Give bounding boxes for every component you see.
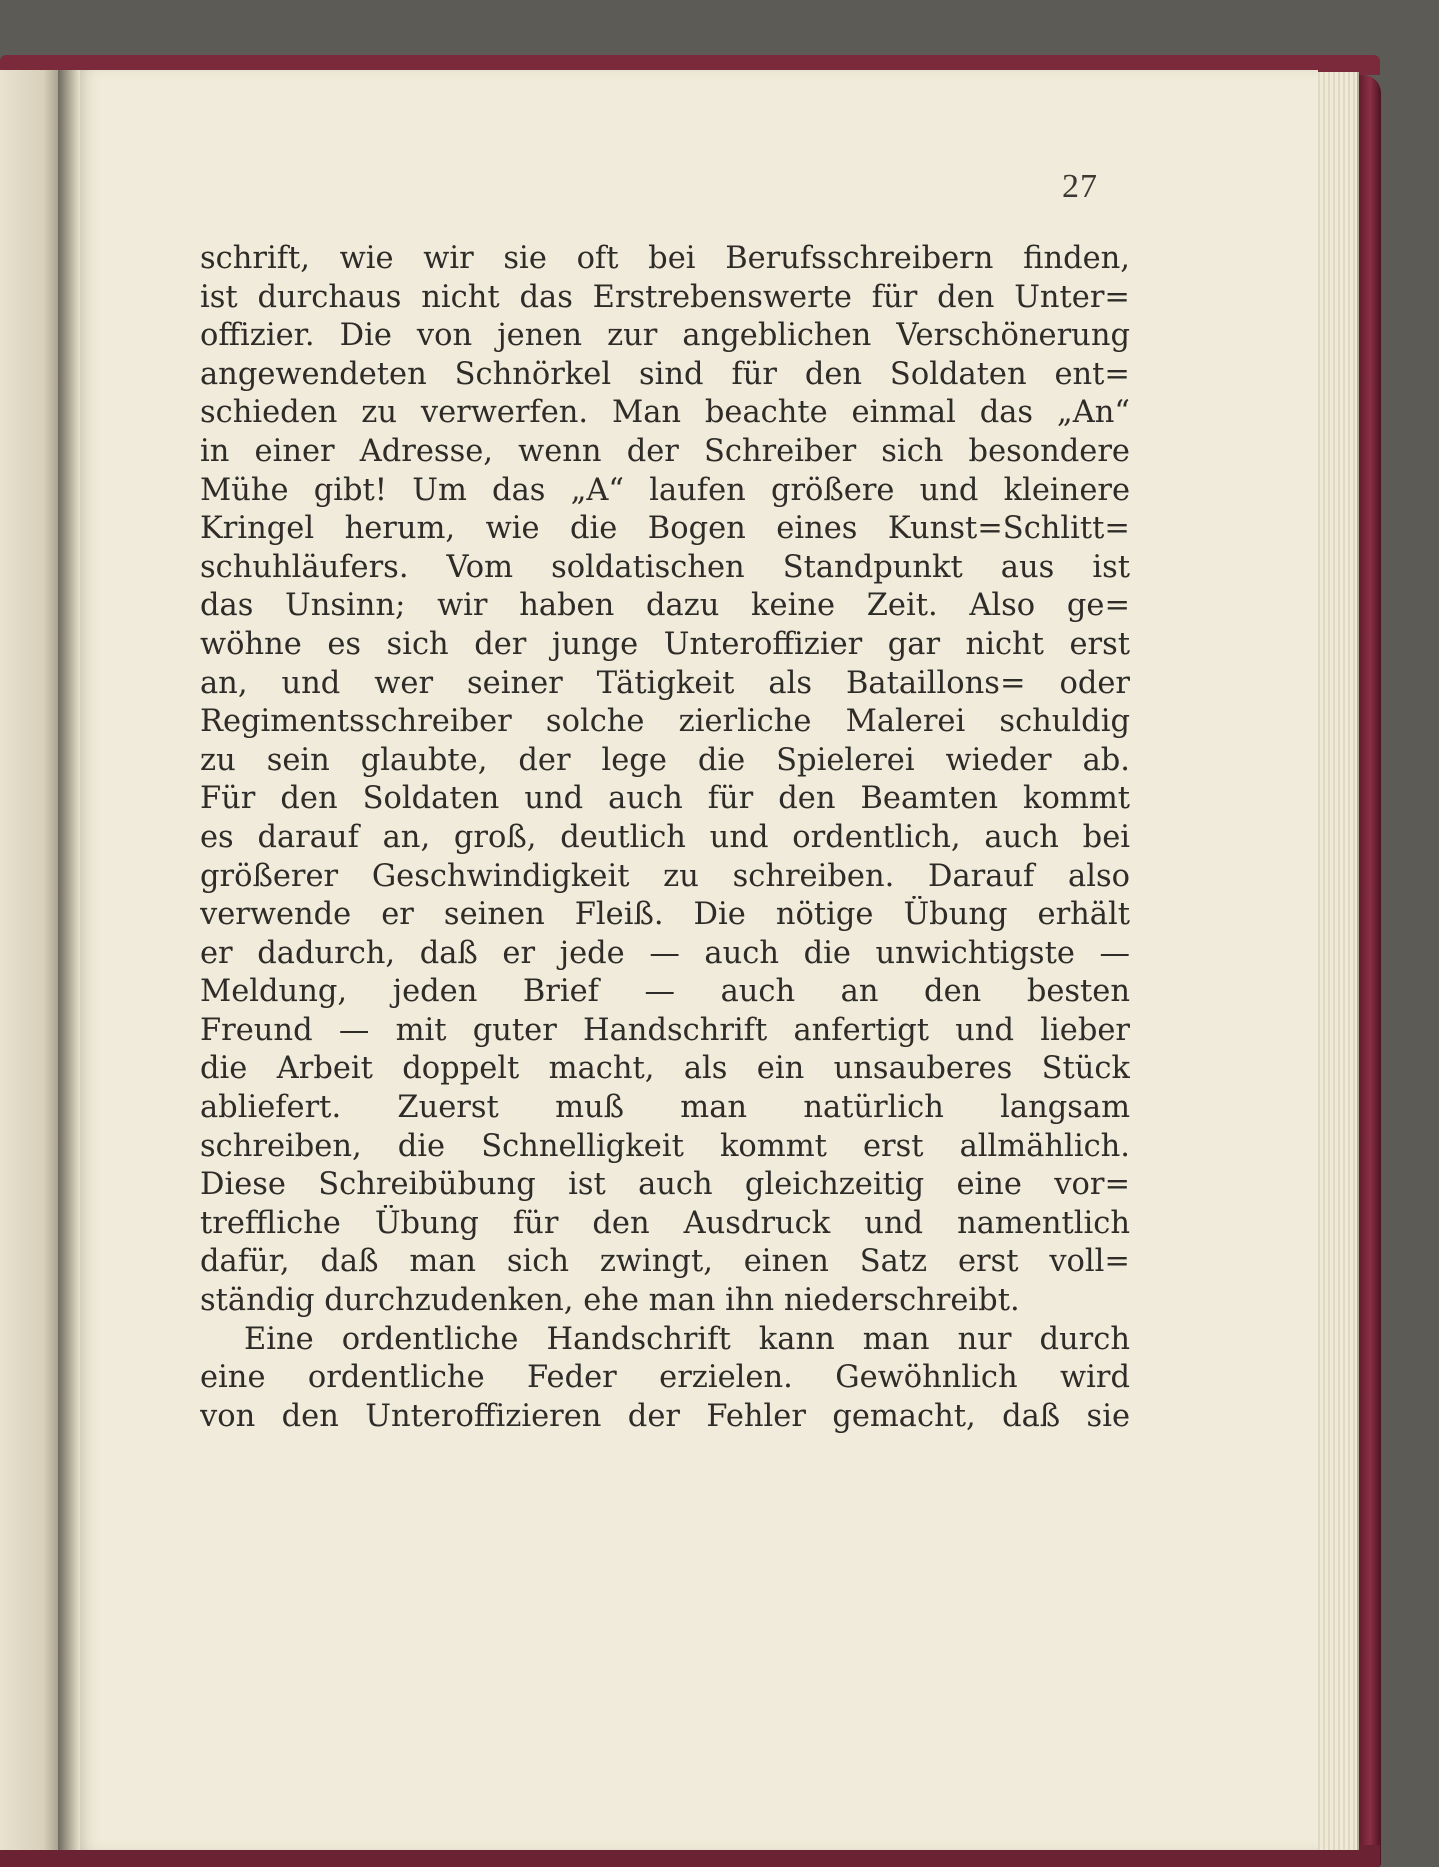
text-line: ist durchaus nicht das Erstrebenswerte für den Unter= xyxy=(200,279,1130,315)
text-line: von den Unteroffizieren der Fehler gemacht, daß sie xyxy=(200,1398,1130,1434)
paragraph-start-line: Eine ordentliche Handschrift kann man nur durch xyxy=(244,1321,1130,1357)
text-line: schieden zu verwerfen. Man beachte einmal das „An“ xyxy=(200,395,1130,431)
text-line: wöhne es sich der junge Unteroffizier gar nicht erst xyxy=(200,626,1130,662)
text-line: es darauf an, groß, deutlich und ordentlich, auch bei xyxy=(200,819,1130,855)
text-line: schuhläufers. Vom soldatischen Standpunkt aus ist xyxy=(200,549,1130,585)
text-line: Freund — mit guter Handschrift anfertigt und lieber xyxy=(200,1012,1130,1048)
text-line: verwende er seinen Fleiß. Die nötige Übung erhält xyxy=(200,897,1130,933)
text-line: ständig durchzudenken, ehe man ihn niederschreibt. xyxy=(200,1283,1020,1319)
book-gutter xyxy=(58,70,80,1850)
text-line: schrift, wie wir sie oft bei Berufsschreibern finden, xyxy=(200,241,1130,276)
text-line: eine ordentliche Feder erzielen. Gewöhnlich wird xyxy=(200,1360,1130,1396)
text-line: treffliche Übung für den Ausdruck und namentlich xyxy=(200,1205,1130,1241)
text-line: zu sein glaubte, der lege die Spielerei wieder ab. xyxy=(200,742,1130,778)
text-line: Für den Soldaten und auch für den Beamten kommt xyxy=(200,781,1130,817)
body-text xyxy=(200,240,1130,1436)
page-number: 27 xyxy=(1062,168,1098,205)
text-line: offizier. Die von jenen zur angeblichen Verschönerung xyxy=(200,318,1130,354)
text-line: Mühe gibt! Um das „A“ laufen größere und kleinere xyxy=(200,472,1130,508)
text-line: an, und wer seiner Tätigkeit als Bataillons= oder xyxy=(200,665,1130,701)
text-line: dafür, daß man sich zwingt, einen Satz erst voll= xyxy=(200,1244,1130,1280)
text-line: abliefert. Zuerst muß man natürlich langsam xyxy=(200,1090,1130,1126)
text-line: Meldung, jeden Brief — auch an den besten xyxy=(200,974,1130,1010)
text-line: angewendeten Schnörkel sind für den Soldaten ent= xyxy=(200,356,1130,392)
text-line: größerer Geschwindigkeit zu schreiben. Darauf also xyxy=(200,858,1130,894)
text-line: die Arbeit doppelt macht, als ein unsauberes Stück xyxy=(200,1051,1130,1087)
left-page-edge xyxy=(0,70,62,1850)
text-line: in einer Adresse, wenn der Schreiber sich besondere xyxy=(200,433,1130,469)
text-line: Kringel herum, wie die Bogen eines Kunst=Schlitt= xyxy=(200,511,1130,547)
text-line: Regimentsschreiber solche zierliche Malerei schuldig xyxy=(200,704,1130,740)
text-line: er dadurch, daß er jede — auch die unwichtigste — xyxy=(200,935,1130,971)
text-line: das Unsinn; wir haben dazu keine Zeit. Also ge= xyxy=(200,588,1130,624)
text-line: Diese Schreibübung ist auch gleichzeitig eine vor= xyxy=(200,1167,1130,1203)
book-cover-spine-edge xyxy=(1357,75,1381,1865)
text-line: schreiben, die Schnelligkeit kommt erst allmählich. xyxy=(200,1128,1130,1164)
